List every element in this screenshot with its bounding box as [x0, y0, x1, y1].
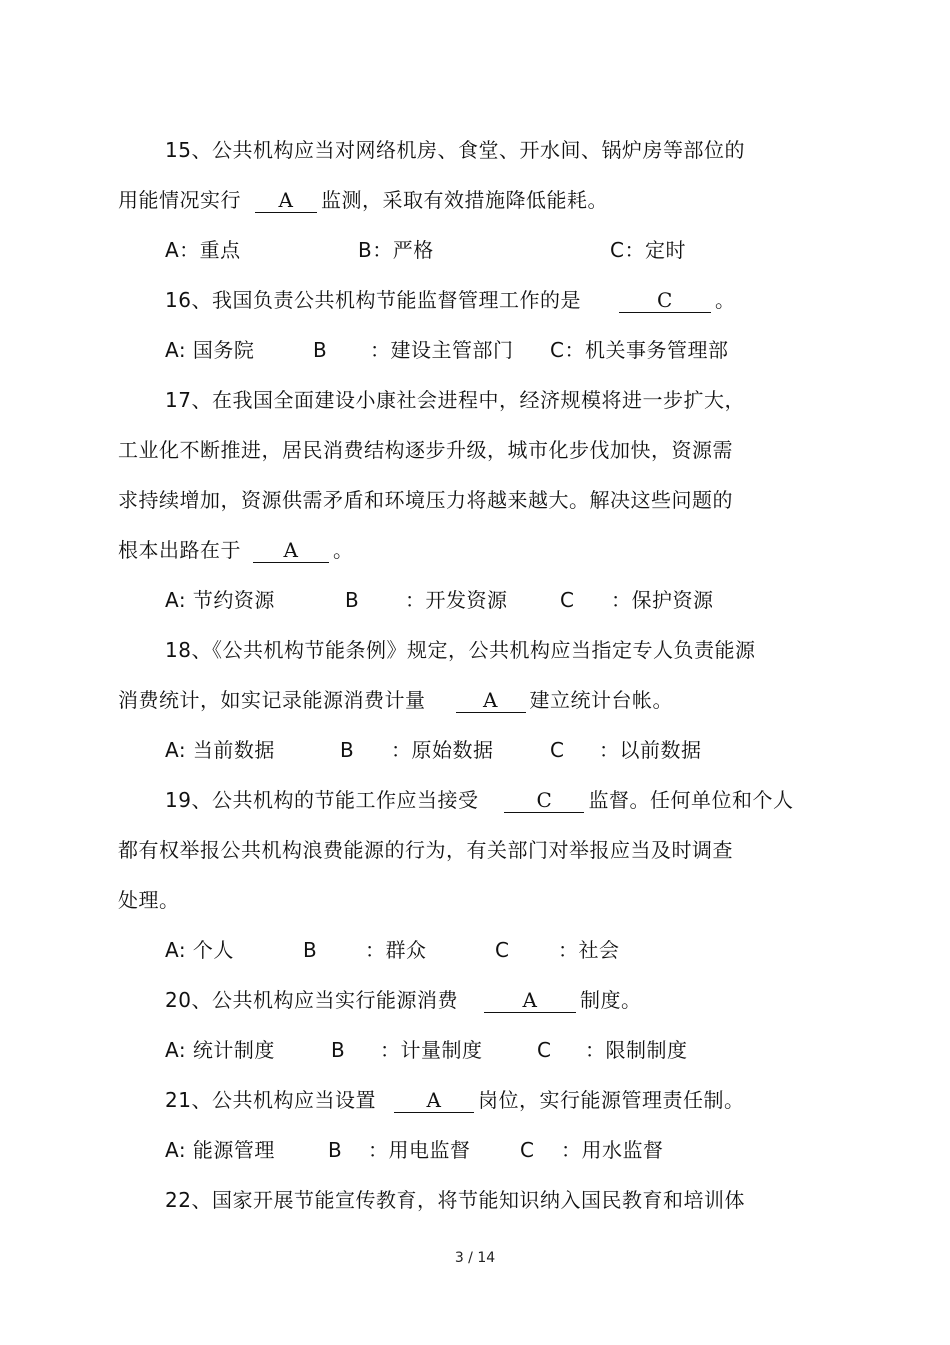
q21-answer-blank: A — [394, 1088, 474, 1113]
q17-line-4 — [118, 535, 354, 565]
q17-line-3: 求持续增加，资源供需矛盾和环境压力将越来越大。解决这些问题的 — [118, 488, 733, 512]
q17-line-1: 17、在我国全面建设小康社会进程中，经济规模将进一步扩大， — [165, 388, 745, 412]
q19-answer-blank: C — [504, 788, 584, 813]
page-number: 3 / 14 — [454, 1250, 496, 1266]
q21-option-c-letter: C — [520, 1138, 535, 1162]
q17-option-c-text: ：保护资源 — [611, 588, 714, 612]
q19-option-a: A: 个人 — [165, 938, 234, 962]
q18-line-2 — [118, 685, 673, 715]
q17-option-b-text: ：开发资源 — [405, 588, 508, 612]
q16-option-b-text: ：建设主管部门 — [370, 338, 514, 362]
q18-text-a: 消费统计，如实记录能源消费计量 — [118, 688, 426, 712]
q16-line-1 — [165, 285, 735, 315]
q21-text-a: 21、公共机构应当设置 — [165, 1088, 376, 1112]
q16-text-a: 16、我国负责公共机构节能监督管理工作的是 — [165, 288, 581, 312]
q19-option-c-text: ：社会 — [558, 938, 620, 962]
q19-line-1 — [165, 785, 793, 815]
q15-option-a: A：重点 — [165, 238, 241, 262]
q15-text-b: 监测，采取有效措施降低能耗。 — [321, 188, 608, 212]
q17-line-2: 工业化不断推进，居民消费结构逐步升级，城市化步伐加快，资源需 — [118, 438, 733, 462]
q18-line-1: 18、《公共机构节能条例》规定，公共机构应当指定专人负责能源 — [165, 638, 756, 662]
q18-answer-blank: A — [456, 688, 526, 713]
q21-option-b-letter: B — [328, 1138, 343, 1162]
q16-option-c: C：机关事务管理部 — [550, 338, 729, 362]
q18-option-a: A: 当前数据 — [165, 738, 275, 762]
q19-line-2: 都有权举报公共机构浪费能源的行为，有关部门对举报应当及时调查 — [118, 838, 733, 862]
q20-option-c-letter: C — [537, 1038, 552, 1062]
q15-answer-blank: A — [255, 188, 317, 213]
q20-line-1 — [165, 985, 641, 1015]
q18-text-b: 建立统计台帐。 — [529, 688, 673, 712]
q17-option-a: A: 节约资源 — [165, 588, 275, 612]
q18-option-b-letter: B — [340, 738, 355, 762]
q20-option-b-letter: B — [331, 1038, 346, 1062]
q16-answer-blank: C — [619, 288, 711, 313]
q17-option-b-letter: B — [345, 588, 360, 612]
q21-option-b-text: ：用电监督 — [368, 1138, 471, 1162]
q17-text-b: 。 — [333, 538, 354, 562]
q17-answer-blank: A — [253, 538, 329, 563]
q15-option-b: B：严格 — [358, 238, 434, 262]
q19-line-3: 处理。 — [118, 888, 180, 912]
q20-answer-blank: A — [484, 988, 576, 1013]
q20-text-b: 制度。 — [579, 988, 642, 1012]
q17-text-a: 根本出路在于 — [118, 538, 241, 562]
q21-line-1 — [165, 1085, 744, 1115]
q15-line-1: 15、公共机构应当对网络机房、食堂、开水间、锅炉房等部位的 — [165, 138, 745, 162]
q17-option-c-letter: C — [560, 588, 575, 612]
q20-option-b-text: ：计量制度 — [380, 1038, 483, 1062]
q16-text-b: 。 — [714, 288, 736, 312]
q19-option-c-letter: C — [495, 938, 510, 962]
q15-option-c: C：定时 — [610, 238, 686, 262]
q15-text-a: 用能情况实行 — [118, 188, 241, 212]
q21-option-a: A: 能源管理 — [165, 1138, 275, 1162]
q19-option-b-text: ：群众 — [365, 938, 427, 962]
q20-option-c-text: ：限制制度 — [585, 1038, 688, 1062]
q18-option-c-letter: C — [550, 738, 565, 762]
q20-text-a: 20、公共机构应当实行能源消费 — [165, 988, 458, 1012]
q18-option-c-text: ：以前数据 — [599, 738, 702, 762]
q22-line-1: 22、国家开展节能宣传教育，将节能知识纳入国民教育和培训体 — [165, 1188, 745, 1212]
q19-text-b: 监督。任何单位和个人 — [588, 788, 794, 812]
q18-option-b-text: ：原始数据 — [391, 738, 494, 762]
q21-text-b: 岗位，实行能源管理责任制。 — [477, 1088, 745, 1112]
q19-option-b-letter: B — [303, 938, 318, 962]
q19-text-a: 19、公共机构的节能工作应当接受 — [165, 788, 479, 812]
q21-option-c-text: ：用水监督 — [561, 1138, 664, 1162]
q16-option-a: A: 国务院 — [165, 338, 255, 362]
q16-option-b-letter: B — [313, 338, 328, 362]
q15-line-2 — [118, 185, 608, 215]
q20-option-a: A: 统计制度 — [165, 1038, 275, 1062]
